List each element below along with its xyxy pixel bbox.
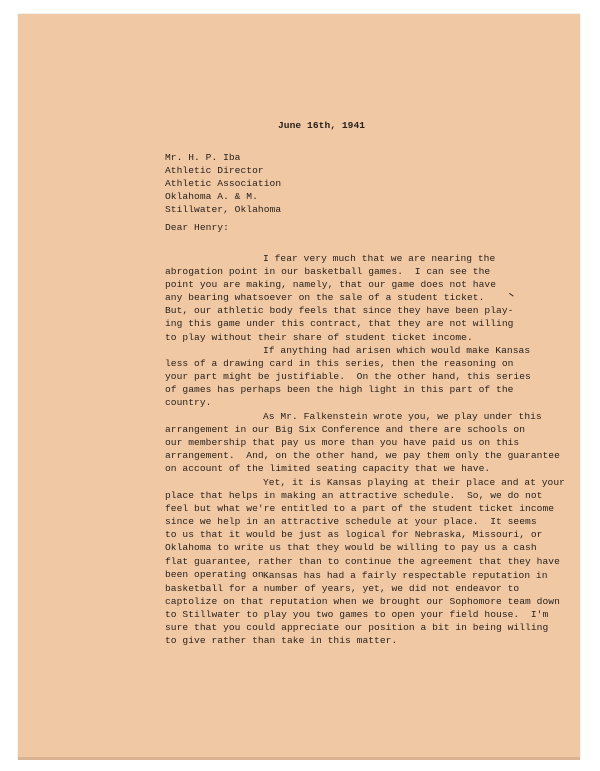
- paragraph-line: captolize on that reputation when we brought our Sophomore team down: [165, 596, 560, 608]
- address-line: Athletic Association: [165, 178, 282, 190]
- salutation: Dear Henry:: [165, 222, 229, 233]
- paragraph-line: your part might be justifiable. On the other hand, this series: [165, 371, 531, 383]
- paragraph-line: to give rather than take in this matter.: [165, 635, 398, 647]
- paragraph-line: our membership that pay us more than you have paid us on this: [165, 437, 520, 449]
- paragraph-line: Kansas has had a fairly respectable reputation in: [263, 570, 548, 581]
- paragraph-line: basketball for a number of years, yet, we did not endeavor to: [165, 583, 520, 595]
- paragraph-line: sure that you could appreciate our position a bit in being willing: [165, 622, 549, 634]
- paragraph-line: point you are making, namely, that our game does not have: [165, 279, 497, 291]
- address-line: Mr. H. P. Iba: [165, 152, 241, 163]
- paragraph-line: been operating on.: [165, 568, 270, 580]
- paragraph-5: [165, 569, 560, 648]
- paragraph-line: abrogation point in our basketball games. I can see the: [165, 266, 491, 278]
- address-line: Stillwater, Oklahoma: [165, 204, 282, 216]
- paragraph-line: any bearing whatsoever on the sale of a student ticket.: [165, 292, 485, 304]
- paragraph-line: flat guarantee, rather than to continue the agreement that they have: [165, 555, 560, 567]
- paragraph-line: place that helps in making an attractive schedule. So, we do not: [165, 490, 543, 502]
- paragraph-line: If anything had arisen which would make Kansas: [263, 345, 531, 356]
- page-edge: [18, 757, 580, 760]
- paragraph-1: [165, 252, 513, 344]
- paragraph-line: country.: [165, 397, 212, 409]
- paragraph-line: on account of the limited seating capacity that we have.: [165, 463, 491, 475]
- letter-date: June 16th, 1941: [278, 120, 366, 131]
- paragraph-line: arrangement. And, on the other hand, we pay them only the guarantee: [165, 450, 560, 462]
- paragraph-line: But, our athletic body feels that since they have been play-: [165, 305, 514, 317]
- paragraph-line: less of a drawing card in this series, then the reasoning on: [165, 358, 514, 370]
- paragraph-line: I fear very much that we are nearing the: [263, 253, 496, 264]
- letter-body: [18, 14, 580, 759]
- paragraph-line: ing this game under this contract, that they are not willing: [165, 318, 514, 330]
- paragraph-line: feel but what we're entitled to a part of the student ticket income: [165, 503, 555, 515]
- paragraph-line: Yet, it is Kansas playing at their place and at your: [263, 477, 565, 488]
- paragraph-line: As Mr. Falkenstein wrote you, we play under this: [263, 411, 542, 422]
- paragraph-line: Oklahoma to write us that they would be willing to pay us a cash: [165, 542, 537, 554]
- letter-page: [18, 14, 580, 759]
- paragraph-4: [165, 476, 565, 581]
- paragraph-line: to us that it would be just as logical for Nebraska, Missouri, or: [165, 529, 543, 541]
- paragraph-line: to Stillwater to play you two games to open your field house. I'm: [165, 609, 549, 621]
- paragraph-line: of games has perhaps been the high light in this part of the: [165, 384, 514, 396]
- paragraph-2: [165, 344, 531, 409]
- paragraph-3: [165, 410, 560, 475]
- address-line: Athletic Director: [165, 165, 264, 177]
- recipient-address: [165, 151, 281, 216]
- paragraph-line: since we help in an attractive schedule at your place. It seems: [165, 516, 537, 528]
- paragraph-line: to play without their share of student ticket income.: [165, 331, 473, 343]
- paragraph-line: arrangement in our Big Six Conference and there are schools on: [165, 424, 526, 436]
- address-line: Oklahoma A. & M.: [165, 191, 258, 203]
